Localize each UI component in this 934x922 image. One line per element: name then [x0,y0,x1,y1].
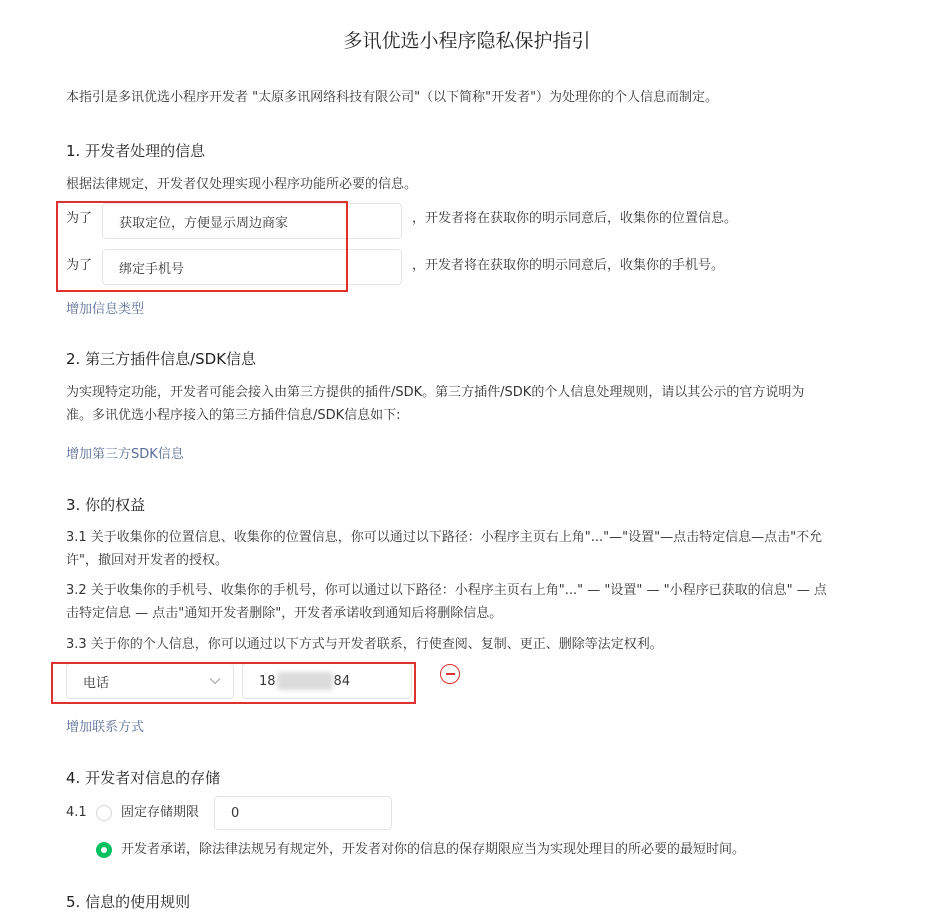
add-sdk-link[interactable]: 增加第三方SDK信息 [66,447,184,462]
rights-item-2-line2: 击特定信息 — 点击"通知开发者删除"，开发者承诺收到通知后将删除信息。 [66,606,503,621]
contact-phone-suffix: 84 [333,673,351,689]
shortest-period-radio[interactable] [96,842,112,858]
row2-suffix: ，开发者将在获取你的明示同意后，收集你的手机号。 [412,258,725,273]
annotation-box-contact [51,662,416,704]
section2-desc-line1: 为实现特定功能，开发者可能会接入由第三方提供的插件/SDK。第三方插件/SDK的个人信息处理规则，请以其公示的官方说明为 [66,385,805,400]
section2-heading: 2. 第三方插件信息/SDK信息 [66,350,257,368]
row2-prefix: 为了 [66,258,93,273]
info-purpose-input-2[interactable]: 绑定手机号 [102,249,402,285]
storage-period-input[interactable]: 0 [214,796,392,830]
intro-text: 本指引是多讯优选小程序开发者 "太原多讯网络科技有限公司"（以下简称"开发者"）为处理你的个人信息而制定。 [66,90,719,105]
rights-item-3: 3.3 关于你的个人信息，你可以通过以下方式与开发者联系，行使查阅、复制、更正、删除等法定权利。 [66,637,663,652]
annotation-box-info [56,201,348,292]
section1-heading: 1. 开发者处理的信息 [66,142,206,160]
shortest-period-label: 开发者承诺，除法律法规另有规定外，开发者对你的信息的保存期限应当为实现处理目的所必要的最短时间。 [121,842,746,857]
storage-item-number: 4.1 [66,805,87,820]
info-purpose-input-1[interactable]: 获取定位，方便显示周边商家 [102,203,402,239]
section5-heading: 5. 信息的使用规则 [66,893,191,911]
rights-item-2-line1: 3.2 关于收集你的手机号、收集你的手机号，你可以通过以下路径：小程序主页右上角"..." — "设置" — "小程序已获取的信息" — 点 [66,583,827,598]
section4-heading: 4. 开发者对信息的存储 [66,769,221,787]
rights-item-1-line2: 许"，撤回对开发者的授权。 [66,553,228,568]
row1-prefix: 为了 [66,211,93,226]
contact-phone-prefix: 18 [259,673,276,689]
section3-heading: 3. 你的权益 [66,496,146,514]
row1-suffix: ，开发者将在获取你的明示同意后，收集你的位置信息。 [412,211,738,226]
fixed-period-radio[interactable] [96,805,112,821]
rights-item-1-line1: 3.1 关于收集你的位置信息、收集你的位置信息，你可以通过以下路径：小程序主页右上角"..."—"设置"—点击特定信息—点击"不允 [66,530,823,545]
add-contact-link[interactable]: 增加联系方式 [66,720,145,735]
section2-desc-line2: 准。多讯优选小程序接入的第三方插件信息/SDK信息如下: [66,408,401,423]
fixed-period-label: 固定存储期限 [121,805,200,820]
page-title: 多讯优选小程序隐私保护指引 [343,30,591,52]
section1-desc: 根据法律规定，开发者仅处理实现小程序功能所必要的信息。 [66,177,418,192]
contact-type-value: 电话 [83,675,110,691]
remove-contact-icon[interactable] [440,664,460,684]
add-info-type-link[interactable]: 增加信息类型 [66,302,145,317]
